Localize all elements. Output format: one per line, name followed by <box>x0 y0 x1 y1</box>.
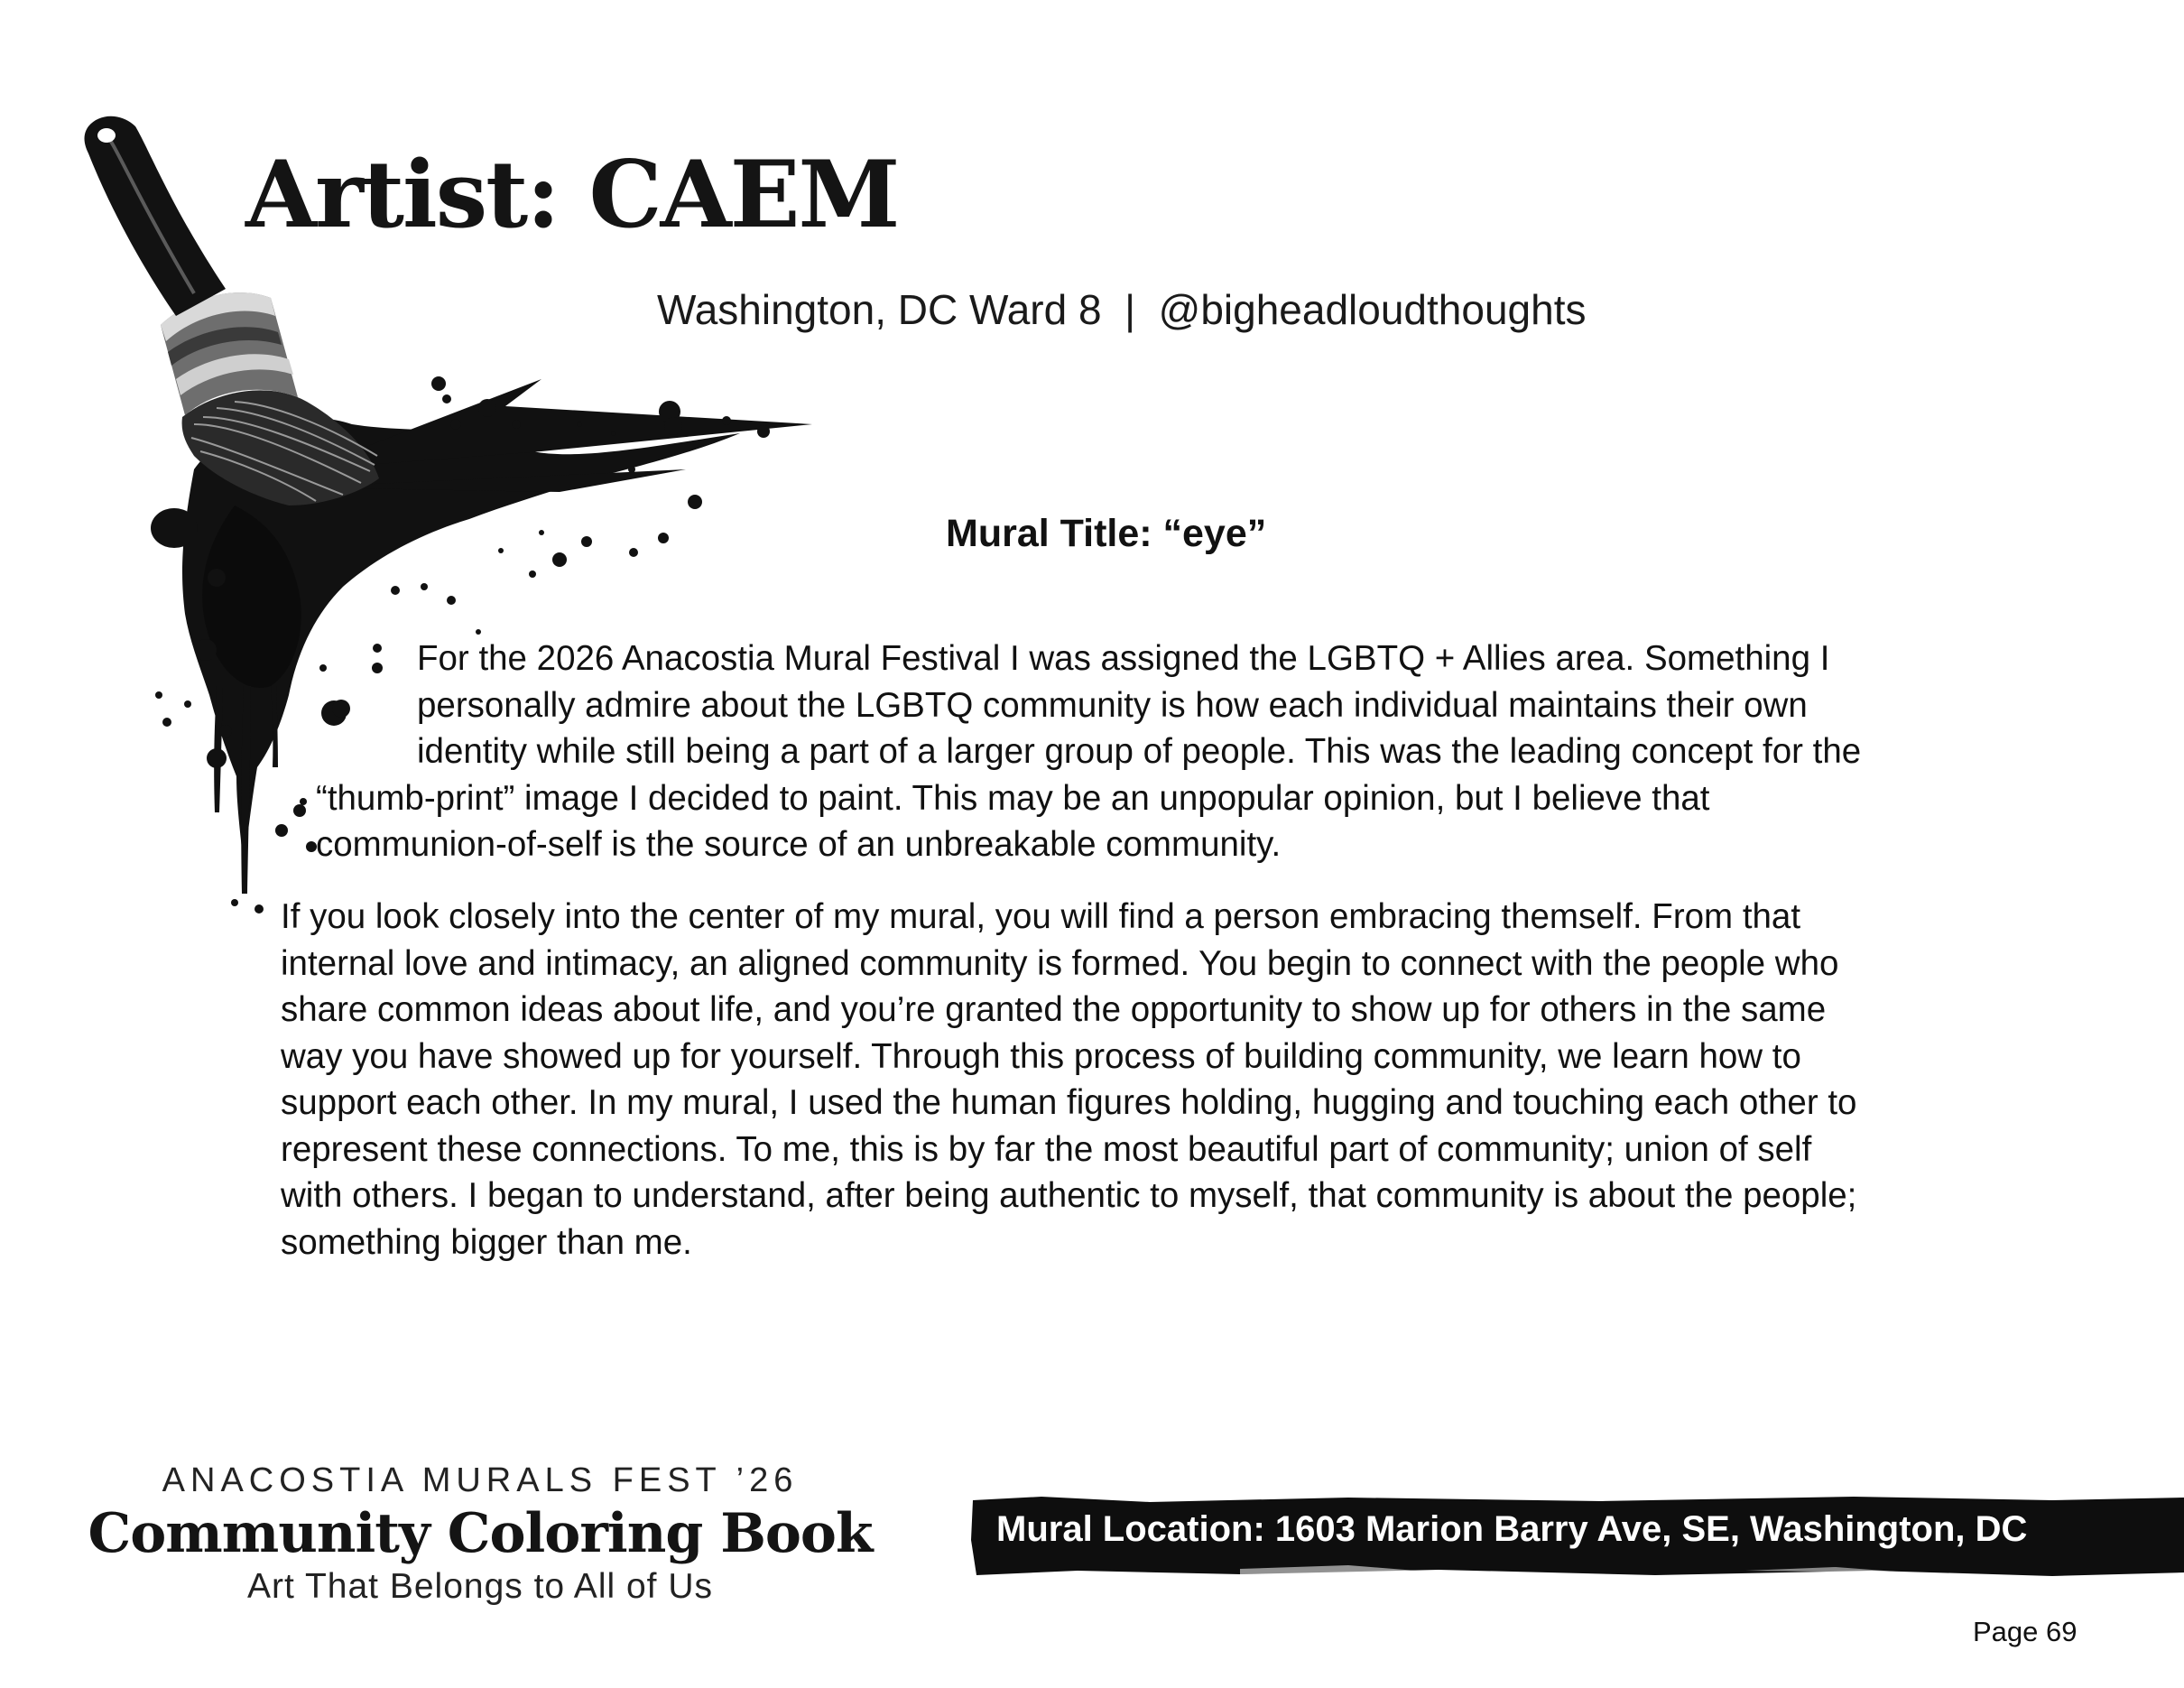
page-number: Page 69 <box>1973 1616 2078 1647</box>
artist-title: Artist: CAEM <box>245 141 899 249</box>
paragraph-line: way you have showed up for yourself. Through this process of building community, we learn how to <box>281 1036 1801 1076</box>
mural-title: Mural Title: “eye” <box>946 512 1267 555</box>
location-banner <box>969 1495 2184 1578</box>
meta-separator: | <box>1124 286 1136 333</box>
paragraph-line: represent these connections. To me, this is by far the most beautiful part of community; union of self <box>281 1129 1812 1169</box>
paragraph-line: with others. I began to understand, after being authentic to myself, that community is about the people; <box>281 1176 1857 1215</box>
footer-brand <box>83 1461 877 1609</box>
mural-location: Mural Location: 1603 Marion Barry Ave, SE, Washington, DC <box>996 1509 2028 1549</box>
brand-kicker: ANACOSTIA MURALS FEST ’26 <box>162 1461 799 1499</box>
paragraph-line: communion-of-self is the source of an unbreakable community. <box>316 825 1282 864</box>
paragraph-line: share common ideas about life, and you’re granted the opportunity to show up for others in the same <box>281 990 1827 1029</box>
paragraph-line: “thumb-print” image I decided to paint. This may be an unpopular opinion, but I believe that <box>316 778 1710 818</box>
brand-tagline: Art That Belongs to All of Us <box>246 1567 714 1607</box>
artist-handle: @bigheadloudthoughts <box>1158 286 1587 333</box>
mural-paragraph-2 <box>281 894 1856 1266</box>
artist-location: Washington, DC Ward 8 <box>657 286 1102 333</box>
mural-paragraph-1 <box>316 635 1861 868</box>
paragraph-line: For the 2026 Anacostia Mural Festival I was assigned the LGBTQ + Allies area. Something I <box>417 639 1830 678</box>
paragraph-line: personally admire about the LGBTQ community is how each individual maintains their own <box>417 685 1808 725</box>
paragraph-line: identity while still being a part of a larger group of people. This was the leading concept for the <box>417 732 1862 771</box>
paragraph-line: internal love and intimacy, an aligned community is formed. You begin to connect with the people who <box>281 943 1839 983</box>
artist-meta <box>657 285 1586 335</box>
bullet-marker <box>254 904 264 914</box>
paragraph-line: If you look closely into the center of my mural, you will find a person embracing themself. From that <box>281 897 1801 936</box>
paragraph-line: something bigger than me. <box>281 1222 692 1262</box>
brand-title: Community Coloring Book <box>88 1501 873 1565</box>
paragraph-line: support each other. In my mural, I used the human figures holding, hugging and touching each other to <box>281 1083 1857 1122</box>
